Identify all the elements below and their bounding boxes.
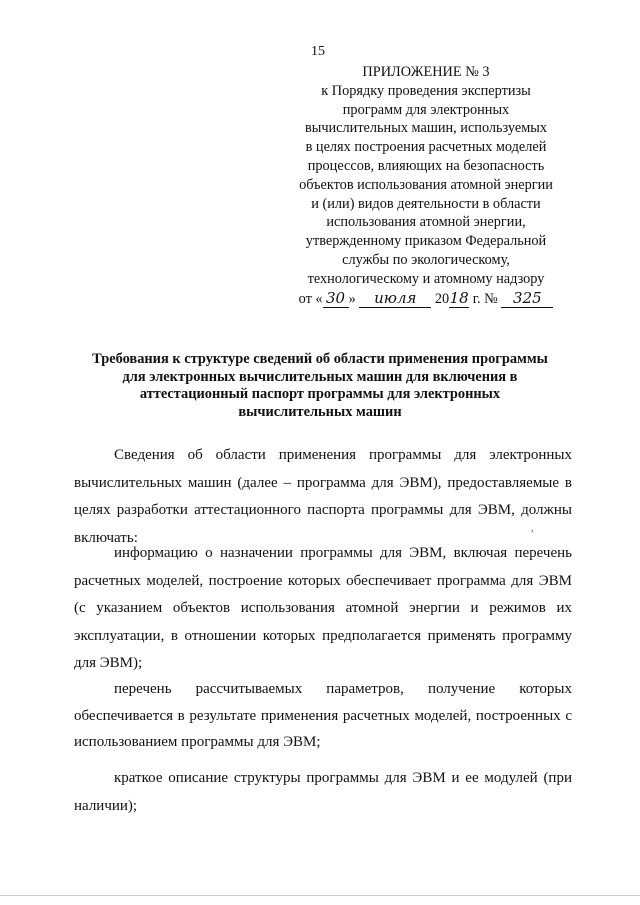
appendix-line: службы по экологическому, (342, 251, 510, 268)
paragraph-parameters: перечень рассчитываемых параметров, получение которых обеспечивается в результате применения расчетных моделей, построенных с использованием программы для ЭВМ; (74, 681, 572, 750)
appendix-line: вычислительных машин, используемых (304, 120, 548, 137)
appendix-line: процессов, влияющих на безопасность (307, 157, 545, 174)
approval-year-prefix: 20 (434, 290, 450, 307)
page-number: 15 (311, 44, 325, 59)
appendix-title: ПРИЛОЖЕНИЕ № 3 (362, 64, 490, 80)
title-line: для электронных вычислительных машин для включения в (122, 368, 518, 385)
handwritten-day: 30 (323, 289, 349, 309)
approval-number-label: г. № (472, 290, 498, 307)
approval-line (286, 289, 566, 309)
handwritten-order-number: 325 (501, 289, 553, 309)
appendix-line: утвержденному приказом Федеральной (305, 233, 547, 250)
appendix-line: к Порядку проведения экспертизы (321, 82, 531, 99)
title-line: аттестационный паспорт программы для электронных (139, 386, 501, 403)
appendix-line: и (или) видов деятельности в области (311, 195, 541, 212)
paragraph-structure: краткое описание структуры программы для ЭВМ и ее модулей (при наличии); (74, 770, 572, 814)
title-line: вычислительных машин (238, 404, 402, 421)
appendix-line: технологическому и атомному надзору (307, 270, 545, 287)
paragraph-purpose: информацию о назначении программы для ЭВМ, включая перечень расчетных моделей, построение которых обеспечивает программа для ЭВМ (с указанием объектов использования атомной энергии и режимов их эксплуатации, в отношении которых предполагается применять программу для ЭВМ); (74, 545, 572, 671)
approval-from-label: от « (298, 290, 323, 307)
document-title (70, 351, 570, 422)
bottom-rule (0, 895, 640, 896)
handwritten-year: 18 (449, 288, 469, 307)
approval-quote-close: » (348, 290, 356, 307)
handwritten-month: июля (359, 289, 431, 309)
stray-mark: , (531, 523, 534, 534)
appendix-line: объектов использования атомной энергии (299, 176, 553, 193)
appendix-header (286, 63, 566, 308)
appendix-line: использования атомной энергии, (326, 214, 526, 231)
title-line: Требования к структуре сведений об области применения программы (92, 351, 548, 367)
paragraph-intro: Сведения об области применения программы для электронных вычислительных машин (далее – программа для ЭВМ), предоставляемые в целях разработки аттестационного паспорта программы для ЭВМ, должны включать: (74, 447, 572, 546)
appendix-line: программ для электронных (342, 101, 510, 118)
appendix-line: в целях построения расчетных моделей (305, 139, 547, 156)
